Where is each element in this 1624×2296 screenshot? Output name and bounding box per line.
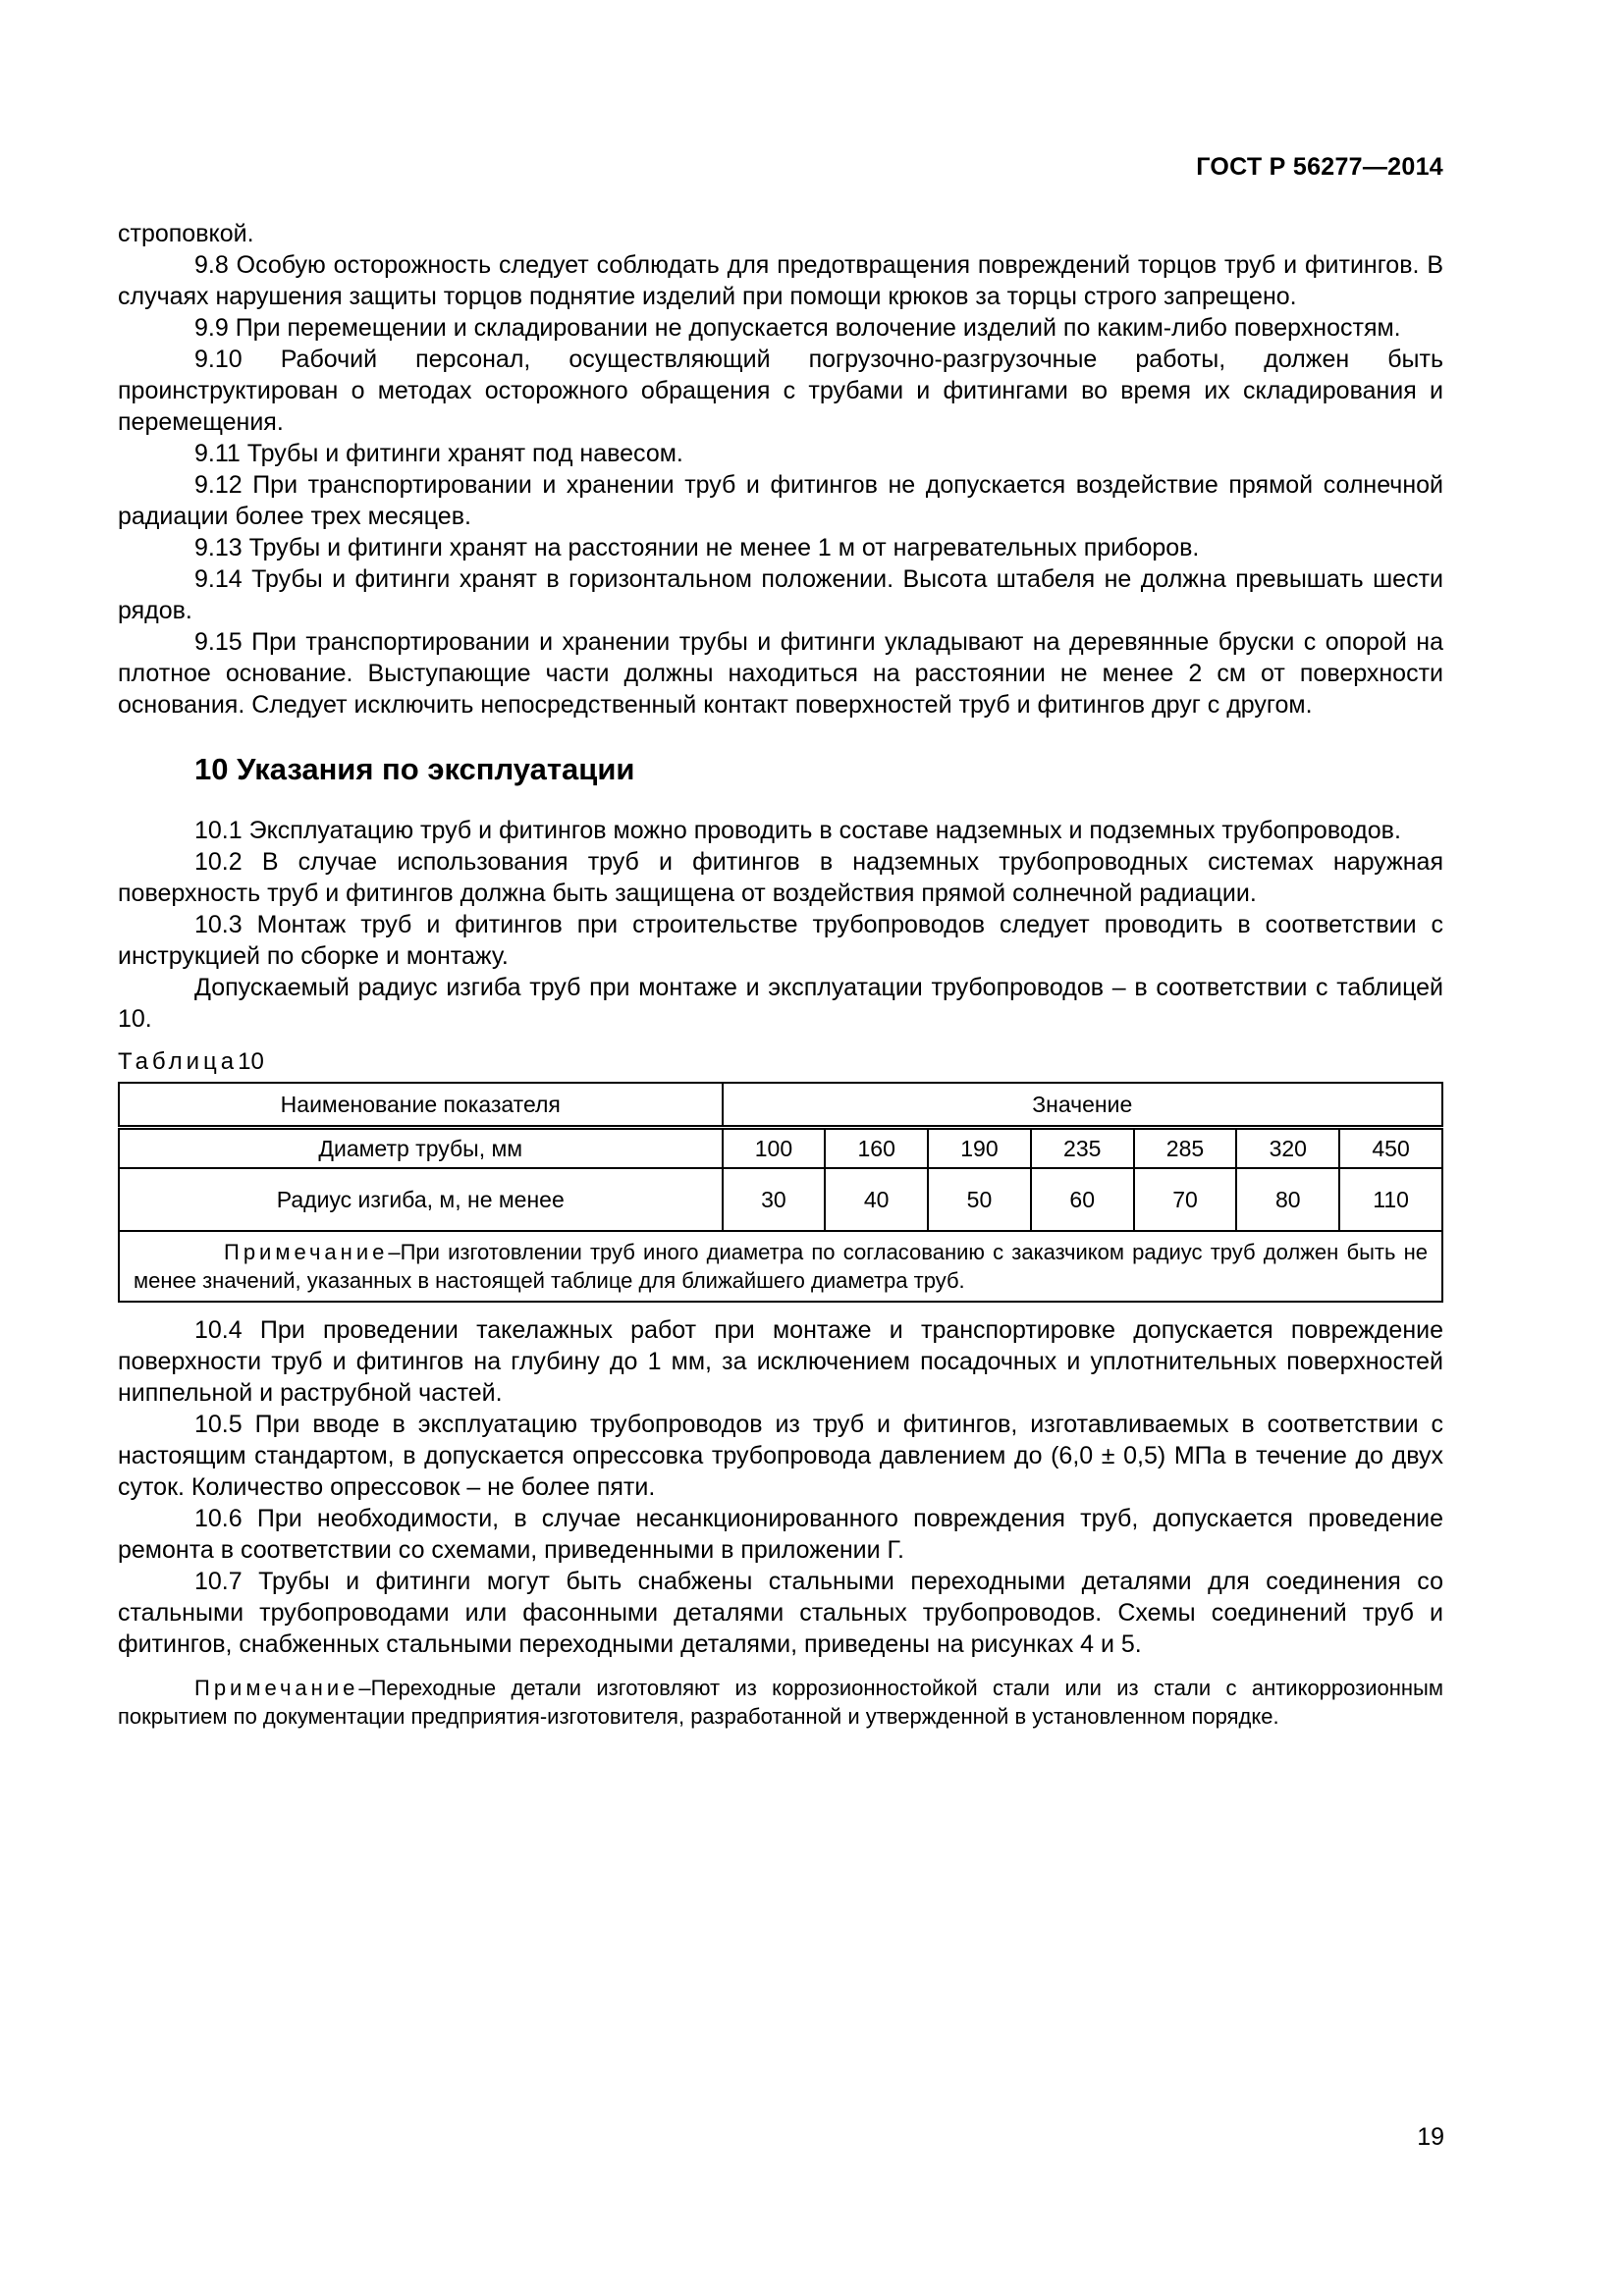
- page-content: [118, 218, 1443, 1752]
- paragraph-10-6: 10.6 При необходимости, в случае несанкционированного повреждения труб, допускается проведение ремонта в соответствии со схемами, приведенными в приложении Г.: [118, 1505, 1443, 1564]
- table-cell: 320: [1236, 1128, 1339, 1169]
- table-cell: 80: [1236, 1168, 1339, 1231]
- table-cell: 110: [1339, 1168, 1442, 1231]
- paragraph-bend-radius: Допускаемый радиус изгиба труб при монтаже и эксплуатации трубопроводов – в соответствии с таблицей 10.: [118, 974, 1443, 1033]
- table-cell: 40: [825, 1168, 928, 1231]
- table-cell: 235: [1031, 1128, 1134, 1169]
- table-cell: 30: [723, 1168, 826, 1231]
- table-note-text: –При изготовлении труб иного диаметра по согласованию с заказчиком радиус труб должен быть не менее значений, указанных в настоящей таблице для ближайшего диаметра труб.: [134, 1240, 1428, 1293]
- paragraph-10-7: 10.7 Трубы и фитинги могут быть снабжены стальными переходными деталями для соединения со стальными трубопроводами или фасонными деталями стальных трубопроводов. Схемы соединений труб и фитингов, снабженных стальными переходными деталями, приведены на рисунках 4 и 5.: [118, 1568, 1443, 1658]
- paragraph-9-11: 9.11 Трубы и фитинги хранят под навесом.: [194, 440, 683, 467]
- final-note-label: Примечание: [194, 1676, 359, 1700]
- table-row: [119, 1168, 1442, 1231]
- table-row-label: Радиус изгиба, м, не менее: [119, 1168, 723, 1231]
- table-header-row: [119, 1083, 1442, 1128]
- paragraph: строповкой.: [118, 220, 254, 247]
- paragraph-9-12: 9.12 При транспортировании и хранении труб и фитингов не допускается воздействие прямой солнечной радиации более трех месяцев.: [118, 471, 1443, 530]
- paragraph-9-10: 9.10 Рабочий персонал, осуществляющий погрузочно-разгрузочные работы, должен быть проинструктирован о методах осторожного обращения с трубами и фитингами во время их складирования и перемещения.: [118, 346, 1443, 436]
- table-cell: 190: [928, 1128, 1031, 1169]
- final-note: [118, 1674, 1443, 1731]
- paragraph-10-3: 10.3 Монтаж труб и фитингов при строительстве трубопроводов следует проводить в соответствии с инструкцией по сборке и монтажу.: [118, 911, 1443, 970]
- final-note-text: –Переходные детали изготовляют из коррозионностойкой стали или из стали с антикоррозионным покрытием по документации предприятия-изготовителя, разработанной и утвержденной в установленном порядке.: [118, 1676, 1443, 1729]
- table-cell: 50: [928, 1168, 1031, 1231]
- paragraph-9-14: 9.14 Трубы и фитинги хранят в горизонтальном положении. Высота штабеля не должна превышать шести рядов.: [118, 565, 1443, 624]
- table-row: [119, 1128, 1442, 1169]
- paragraph-10-2: 10.2 В случае использования труб и фитингов в надземных трубопроводных системах наружная поверхность труб и фитингов должна быть защищена от воздействия прямой солнечной радиации.: [118, 848, 1443, 907]
- table-note-row: [119, 1231, 1442, 1302]
- table-cell: 285: [1134, 1128, 1237, 1169]
- section-heading: 10 Указания по эксплуатации: [194, 752, 635, 786]
- paragraph-9-15: 9.15 При транспортировании и хранении трубы и фитинги укладывают на деревянные бруски с опорой на плотное основание. Выступающие части должны находиться на расстоянии не менее 2 см от поверхности основания. Следует исключить непосредственный контакт поверхностей труб и фитингов друг с другом.: [118, 628, 1443, 719]
- table-header-cell: Значение: [723, 1083, 1442, 1128]
- table-row-label: Диаметр трубы, мм: [119, 1128, 723, 1169]
- paragraph-9-13: 9.13 Трубы и фитинги хранят на расстоянии не менее 1 м от нагревательных приборов.: [194, 534, 1200, 561]
- table-cell: 100: [723, 1128, 826, 1169]
- standard-header: ГОСТ Р 56277—2014: [1196, 153, 1443, 181]
- table-caption-word: Таблица: [118, 1048, 239, 1075]
- table-cell: 60: [1031, 1168, 1134, 1231]
- table-cell: 70: [1134, 1168, 1237, 1231]
- table-header-cell: Наименование показателя: [119, 1083, 723, 1128]
- table-note-label: Примечание: [224, 1240, 389, 1264]
- paragraph-9-8: 9.8 Особую осторожность следует соблюдать для предотвращения повреждений торцов труб и фитингов. В случаях нарушения защиты торцов поднятие изделий при помощи крюков за торцы строго запрещено.: [118, 251, 1443, 310]
- page-number: 19: [1417, 2123, 1444, 2151]
- table-note: [119, 1231, 1442, 1302]
- table-caption: [118, 1046, 1443, 1078]
- paragraph-10-1: 10.1 Эксплуатацию труб и фитингов можно проводить в составе надземных и подземных трубопроводов.: [194, 817, 1401, 844]
- paragraph-10-4: 10.4 При проведении такелажных работ при монтаже и транспортировке допускается повреждение поверхности труб и фитингов на глубину до 1 мм, за исключением посадочных и уплотнительных поверхностей ниппельной и раструбной частей.: [118, 1316, 1443, 1407]
- table-caption-number: 10: [238, 1048, 264, 1075]
- table-cell: 450: [1339, 1128, 1442, 1169]
- table-cell: 160: [825, 1128, 928, 1169]
- bend-radius-table: [118, 1082, 1443, 1303]
- paragraph-9-9: 9.9 При перемещении и складировании не допускается волочение изделий по каким-либо поверхностям.: [194, 314, 1401, 342]
- paragraph-10-5: 10.5 При вводе в эксплуатацию трубопроводов из труб и фитингов, изготавливаемых в соответствии с настоящим стандартом, в допускается опрессовка трубопровода давлением до (6,0 ± 0,5) МПа в течение до двух суток. Количество опрессовок – не более пяти.: [118, 1411, 1443, 1501]
